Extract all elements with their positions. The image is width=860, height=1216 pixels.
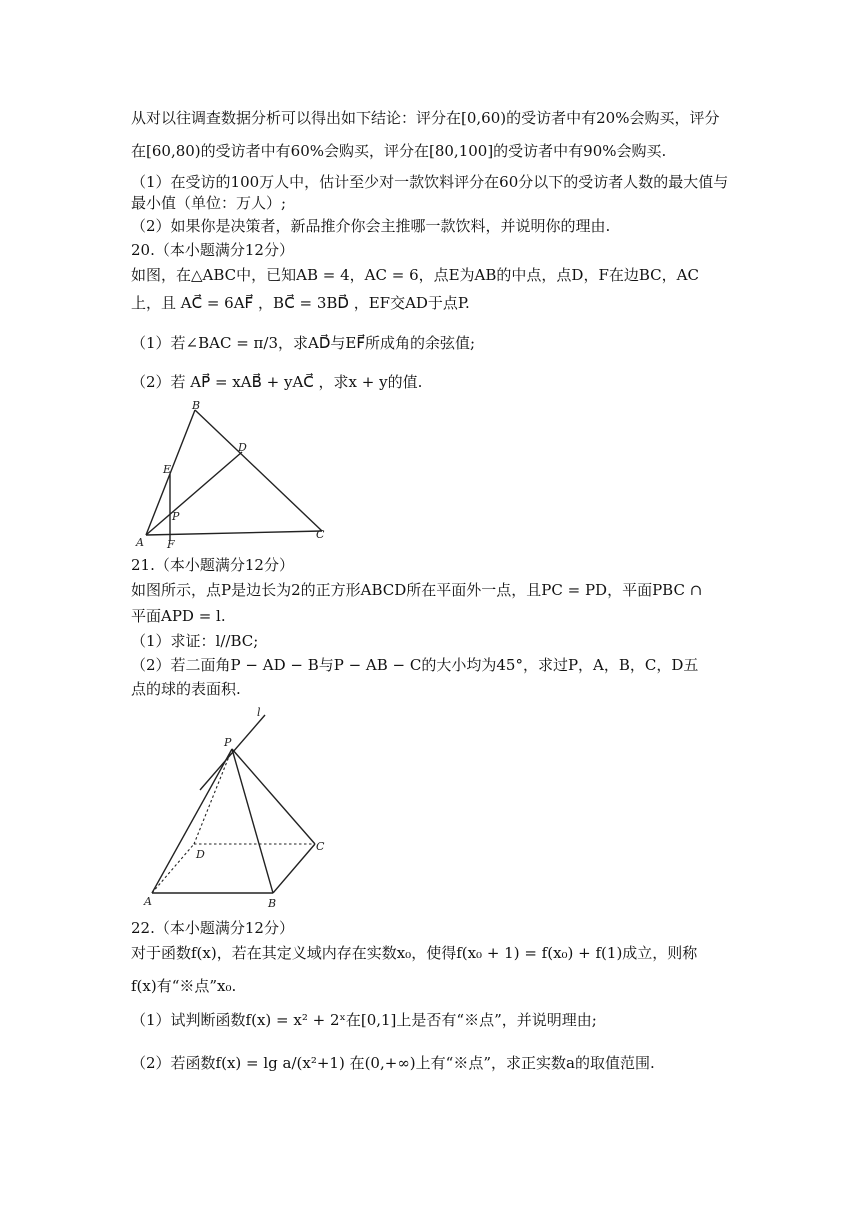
q22-part1: （1）试判断函数f(x) = x² + 2ˣ在[0,1]上是否有“※点”，并说明理由;: [131, 1011, 597, 1029]
triangle-abc-figure: [130, 398, 340, 550]
label-F: F: [167, 538, 175, 550]
q21-stem-line2: 平面APD = l.: [131, 607, 226, 625]
label-l: l: [257, 706, 261, 719]
q22-stem-line2: f(x)有“※点”x₀.: [131, 977, 237, 995]
pyramid-pabcd-figure: [140, 700, 340, 910]
q20-heading: 20.（本小题满分12分）: [131, 241, 294, 259]
label-P: P: [224, 736, 232, 749]
q22-part2: （2）若函数f(x) = lg a/(x²+1) 在(0,+∞)上有“※点”，求正实数a的取值范围.: [131, 1054, 655, 1072]
label-A: A: [136, 536, 144, 549]
label-C: C: [316, 840, 325, 853]
label-B: B: [192, 399, 201, 412]
label-D: D: [196, 848, 205, 861]
q22-heading: 22.（本小题满分12分）: [131, 919, 294, 937]
q20-part2: （2）若 AP⃗ = xAB⃗ + yAC⃗ ，求x + y的值.: [131, 373, 423, 391]
label-D: D: [238, 441, 247, 454]
q21-part2-line1: （2）若二面角P − AD − B与P − AB − C的大小均为45°，求过P，A，B，C，D五: [131, 656, 699, 674]
q19-part1-line1: （1）在受访的100万人中，估计至少对一款饮料评分在60分以下的受访者人数的最大值与: [131, 173, 729, 191]
label-C: C: [316, 528, 325, 541]
q20-stem-line2: 上，且 AC⃗ = 6AF⃗ ，BC⃗ = 3BD⃗ ，EF交AD于点P.: [131, 294, 470, 312]
q19-part2: （2）如果你是决策者，新品推介你会主推哪一款饮料，并说明你的理由.: [131, 217, 611, 235]
q21-part1: （1）求证：l//BC;: [131, 632, 259, 650]
q21-part2-line2: 点的球的表面积.: [131, 680, 241, 698]
q21-heading: 21.（本小题满分12分）: [131, 556, 294, 574]
label-E: E: [163, 463, 172, 476]
q19-conclusion-line1: 从对以往调查数据分析可以得出如下结论：评分在[0,60)的受访者中有20%会购买，评分: [131, 109, 720, 127]
q20-stem-line1: 如图，在△ABC中，已知AB = 4，AC = 6，点E为AB的中点，点D，F在边BC，AC: [131, 266, 699, 284]
label-B: B: [268, 897, 277, 910]
q21-stem-line1: 如图所示，点P是边长为2的正方形ABCD所在平面外一点，且PC = PD，平面PBC ∩: [131, 581, 703, 599]
q19-conclusion-line2: 在[60,80)的受访者中有60%会购买，评分在[80,100]的受访者中有90%会购买.: [131, 142, 667, 160]
q20-part1: （1）若∠BAC = π/3，求AD⃗与EF⃗所成角的余弦值;: [131, 334, 476, 352]
q19-part1-line2: 最小值（单位：万人）;: [131, 194, 287, 212]
label-P: P: [172, 510, 180, 523]
q22-stem-line1: 对于函数f(x)，若在其定义域内存在实数x₀，使得f(x₀ + 1) = f(x₀) + f(1)成立，则称: [131, 944, 698, 962]
label-A: A: [144, 895, 152, 908]
